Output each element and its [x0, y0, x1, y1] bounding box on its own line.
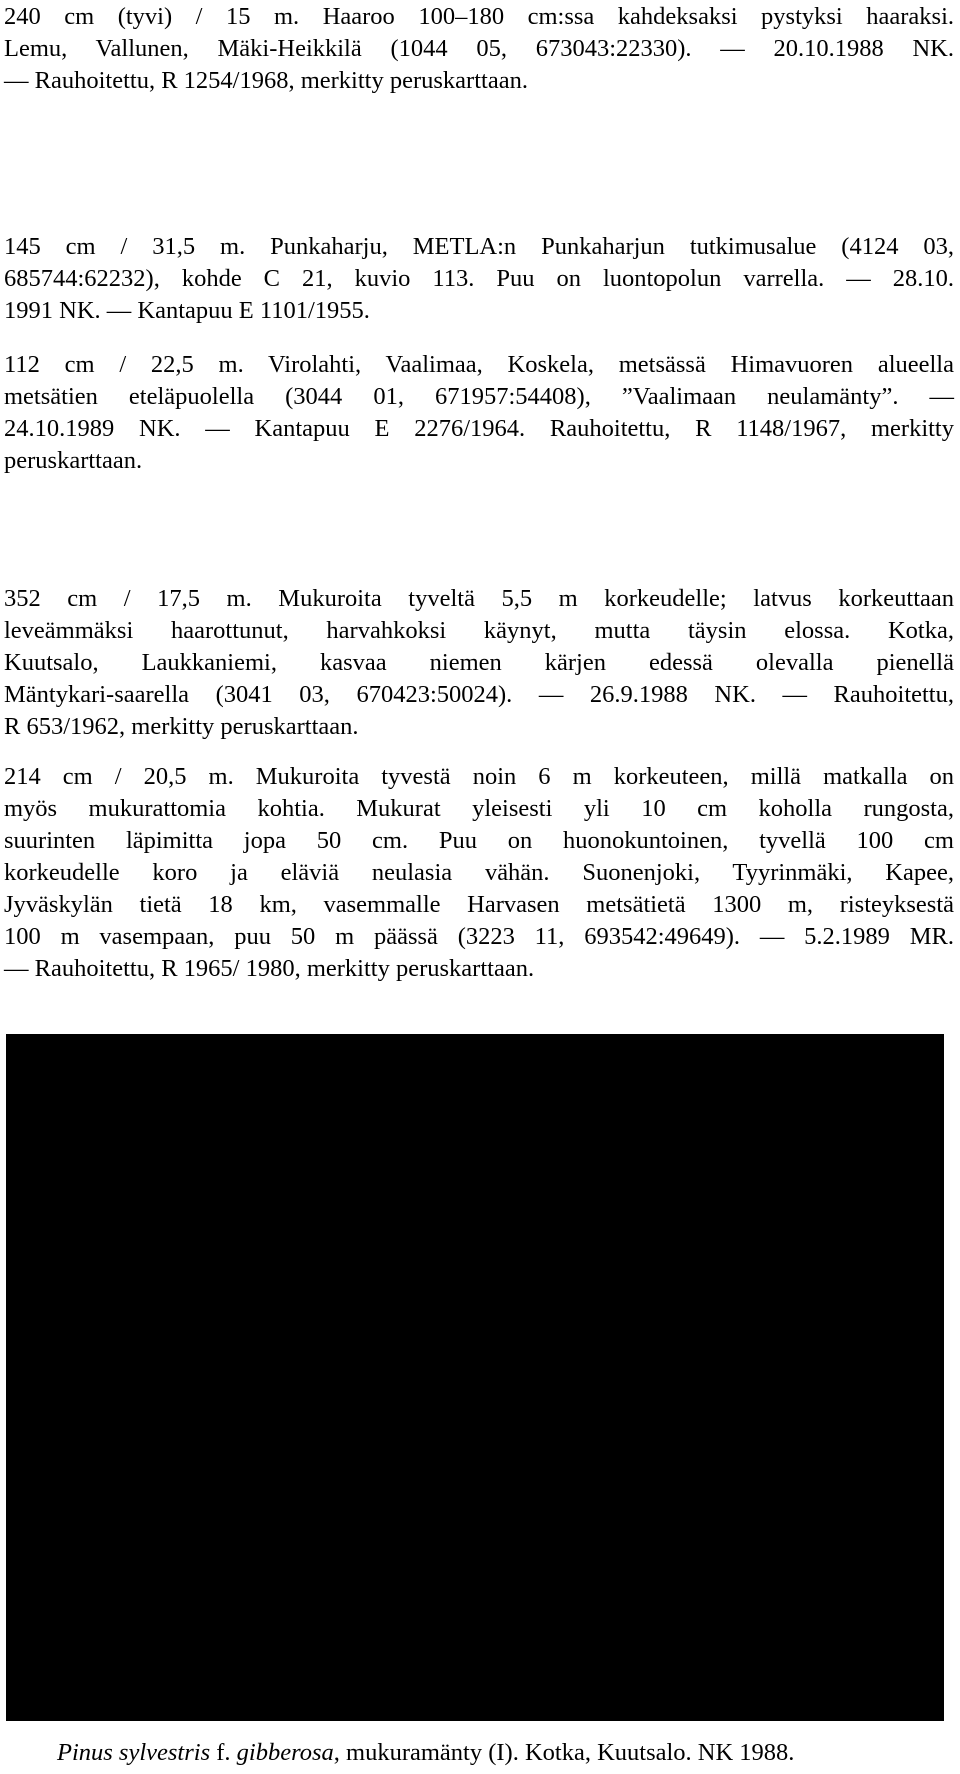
- entry-line: suurinten läpimitta jopa 50 cm. Puu on huonokuntoinen, tyvellä 100 cm: [4, 827, 954, 854]
- entry-line: myös mukurattomia kohtia. Mukurat yleisesti yli 10 cm koholla rungosta,: [4, 795, 954, 822]
- entry-line: 352 cm / 17,5 m. Mukuroita tyveltä 5,5 m korkeudelle; latvus korkeuttaan: [4, 585, 954, 612]
- entry-line: Mäntykari-saarella (3041 03, 670423:50024). — 26.9.1988 NK. — Rauhoitettu,: [4, 681, 954, 708]
- entry-3: [4, 349, 954, 477]
- entry-line: — Rauhoitettu, R 1965/ 1980, merkitty peruskarttaan.: [4, 955, 535, 982]
- entry-line: peruskarttaan.: [4, 447, 143, 474]
- caption-species: Pinus sylvestris: [57, 1739, 211, 1766]
- entry-line: metsätien eteläpuolella (3044 01, 671957:54408), ”Vaalimaan neulamänty”. —: [4, 383, 954, 410]
- entry-1: [4, 1, 954, 97]
- caption-form-prefix: f.: [210, 1739, 237, 1766]
- caption-rest: , mukuramänty (I). Kotka, Kuutsalo. NK 1988.: [333, 1739, 795, 1766]
- entry-line: 214 cm / 20,5 m. Mukuroita tyvestä noin 6 m korkeuteen, millä matkalla on: [4, 763, 954, 790]
- entry-2: [4, 231, 954, 327]
- entry-5: [4, 761, 954, 985]
- entry-line: korkeudelle koro ja eläviä neulasia vähän. Suonenjoki, Tyyrinmäki, Kapee,: [4, 859, 954, 886]
- entry-line: Lemu, Vallunen, Mäki-Heikkilä (1044 05, 673043:22330). — 20.10.1988 NK.: [4, 35, 954, 62]
- tree-photograph: [6, 1034, 944, 1721]
- entry-line: leveämmäksi haarottunut, harvahkoksi käynyt, mutta täysin elossa. Kotka,: [4, 617, 954, 644]
- entry-line: Kuutsalo, Laukkaniemi, kasvaa niemen kärjen edessä olevalla pienellä: [4, 649, 954, 676]
- entry-line: 112 cm / 22,5 m. Virolahti, Vaalimaa, Koskela, metsässä Himavuoren alueella: [4, 351, 954, 378]
- entry-4: [4, 583, 954, 743]
- caption-form: gibberosa: [236, 1739, 334, 1766]
- entry-line: R 653/1962, merkitty peruskarttaan.: [4, 713, 359, 740]
- entry-line: 145 cm / 31,5 m. Punkaharju, METLA:n Punkaharjun tutkimusalue (4124 03,: [4, 233, 954, 260]
- entry-line: 685744:62232), kohde C 21, kuvio 113. Puu on luontopolun varrella. — 28.10.: [4, 265, 954, 292]
- entry-line: — Rauhoitettu, R 1254/1968, merkitty peruskarttaan.: [4, 67, 528, 94]
- entry-line: 1991 NK. — Kantapuu E 1101/1955.: [4, 297, 370, 324]
- entry-line: Jyväskylän tietä 18 km, vasemmalle Harvasen metsätietä 1300 m, risteyksestä: [4, 891, 954, 918]
- entry-line: 240 cm (tyvi) / 15 m. Haaroo 100–180 cm:ssa kahdeksaksi pystyksi haaraksi.: [4, 3, 954, 30]
- entry-line: 100 m vasempaan, puu 50 m päässä (3223 11, 693542:49649). — 5.2.1989 MR.: [4, 923, 954, 950]
- figure-caption: [57, 1738, 794, 1768]
- entry-line: 24.10.1989 NK. — Kantapuu E 2276/1964. Rauhoitettu, R 1148/1967, merkitty: [4, 415, 954, 442]
